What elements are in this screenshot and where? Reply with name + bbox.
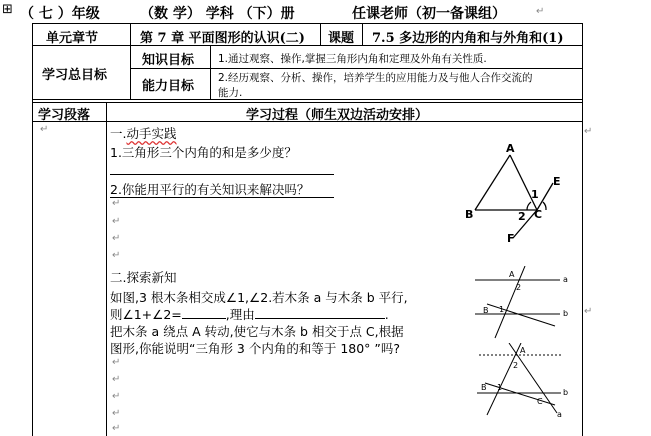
ability-goal-text-cont: 能力. (218, 87, 243, 99)
learning-stage-label: 学习段落 (38, 108, 91, 123)
unit-chapter-value: 第 7 章 平面图形的认识(二) (140, 31, 305, 46)
fig3-angle-2: 2 (513, 361, 519, 370)
reason-blank[interactable] (255, 305, 385, 319)
question-2: 2.你能用平行的有关知识来解决吗？ (110, 182, 310, 197)
sentence-end: . (384, 307, 389, 322)
fig1-label-f: F (507, 232, 515, 245)
section1-prefix: 一. (110, 126, 127, 141)
angle-sum-blank[interactable] (182, 305, 226, 319)
fig1-label-a: A (506, 142, 515, 155)
table-move-handle[interactable]: ⊞ (2, 2, 13, 17)
answer-line-2 (110, 197, 334, 198)
figure-triangle-exterior-angle (455, 140, 570, 248)
fig2-angle-1: 1 (499, 305, 505, 314)
fig1-angle-1: 1 (531, 188, 539, 201)
section2-heading: 二.探索新知 (110, 270, 177, 285)
ability-goal-text: 2.经历观察、分析、操作，培养学生的应用能力及与他人合作交流的 (218, 72, 533, 84)
fig2-label-line-a: a (563, 275, 568, 284)
topic-label: 课题 (328, 31, 355, 46)
grade-label: （ 七 ）年级 (20, 6, 100, 22)
learning-process-label: 学习过程（师生双边活动安排） (246, 108, 429, 123)
knowledge-goal-text: 1.通过观察、操作,掌握三角形内角和定理及外角有关性质. (218, 53, 487, 65)
section1-heading (110, 124, 177, 142)
knowledge-goal-label: 知识目标 (142, 53, 195, 68)
explore-paragraph-1: 如图,3 根木条相交成∠1,∠2.若木条 a 与木条 b 平行, (110, 290, 408, 305)
fig2-label-a-point: A (509, 270, 515, 279)
subject-label: （数 学） 学科 （下）册 (140, 6, 295, 22)
explore-paragraph-4: 图形,你能说明“三角形 3 个内角的和等于 180° ”吗? (110, 341, 401, 356)
fig3-label-line-b: b (563, 388, 569, 397)
explore-paragraph-2 (110, 305, 389, 323)
unit-chapter-label: 单元章节 (46, 31, 99, 46)
explore-paragraph-3: 把木条 a 绕点 A 转动,使它与木条 b 相交于点 C,根据 (110, 324, 404, 339)
fig3-label-a-point: A (520, 346, 526, 355)
angle-sum-prompt: 则∠1+∠2= (110, 307, 182, 322)
fig2-angle-2: 2 (516, 283, 522, 292)
fig1-label-e: E (553, 175, 561, 188)
fig2-label-b-point: B (483, 306, 489, 315)
reason-prompt: ,理由 (225, 307, 255, 322)
fig1-label-b: B (465, 208, 474, 221)
teacher-label: 任课老师（初一备课组） (352, 6, 506, 22)
fig3-angle-1: 1 (497, 383, 503, 392)
fig1-angle-2: 2 (518, 210, 526, 223)
learning-goals-label: 学习总目标 (42, 68, 108, 83)
question-1: 1.三角形三个内角的和是多少度？ (110, 145, 297, 160)
answer-line-1 (110, 174, 334, 175)
fig3-label-b-point: B (481, 383, 487, 392)
topic-value: 7.5 多边形的内角和与外角和(1) (372, 31, 564, 46)
ability-goal-label: 能力目标 (142, 79, 195, 94)
section1-title: 动手实践 (126, 126, 177, 141)
fig3-label-c-point: C (537, 397, 543, 406)
paragraph-mark: ↵ (536, 6, 545, 17)
fig2-label-line-b: b (563, 309, 569, 318)
fig3-label-line-a: a (557, 410, 562, 419)
figure-rotated-triangle (465, 343, 580, 421)
figure-parallel-lines (465, 266, 580, 341)
fig1-label-c: C (534, 208, 543, 221)
